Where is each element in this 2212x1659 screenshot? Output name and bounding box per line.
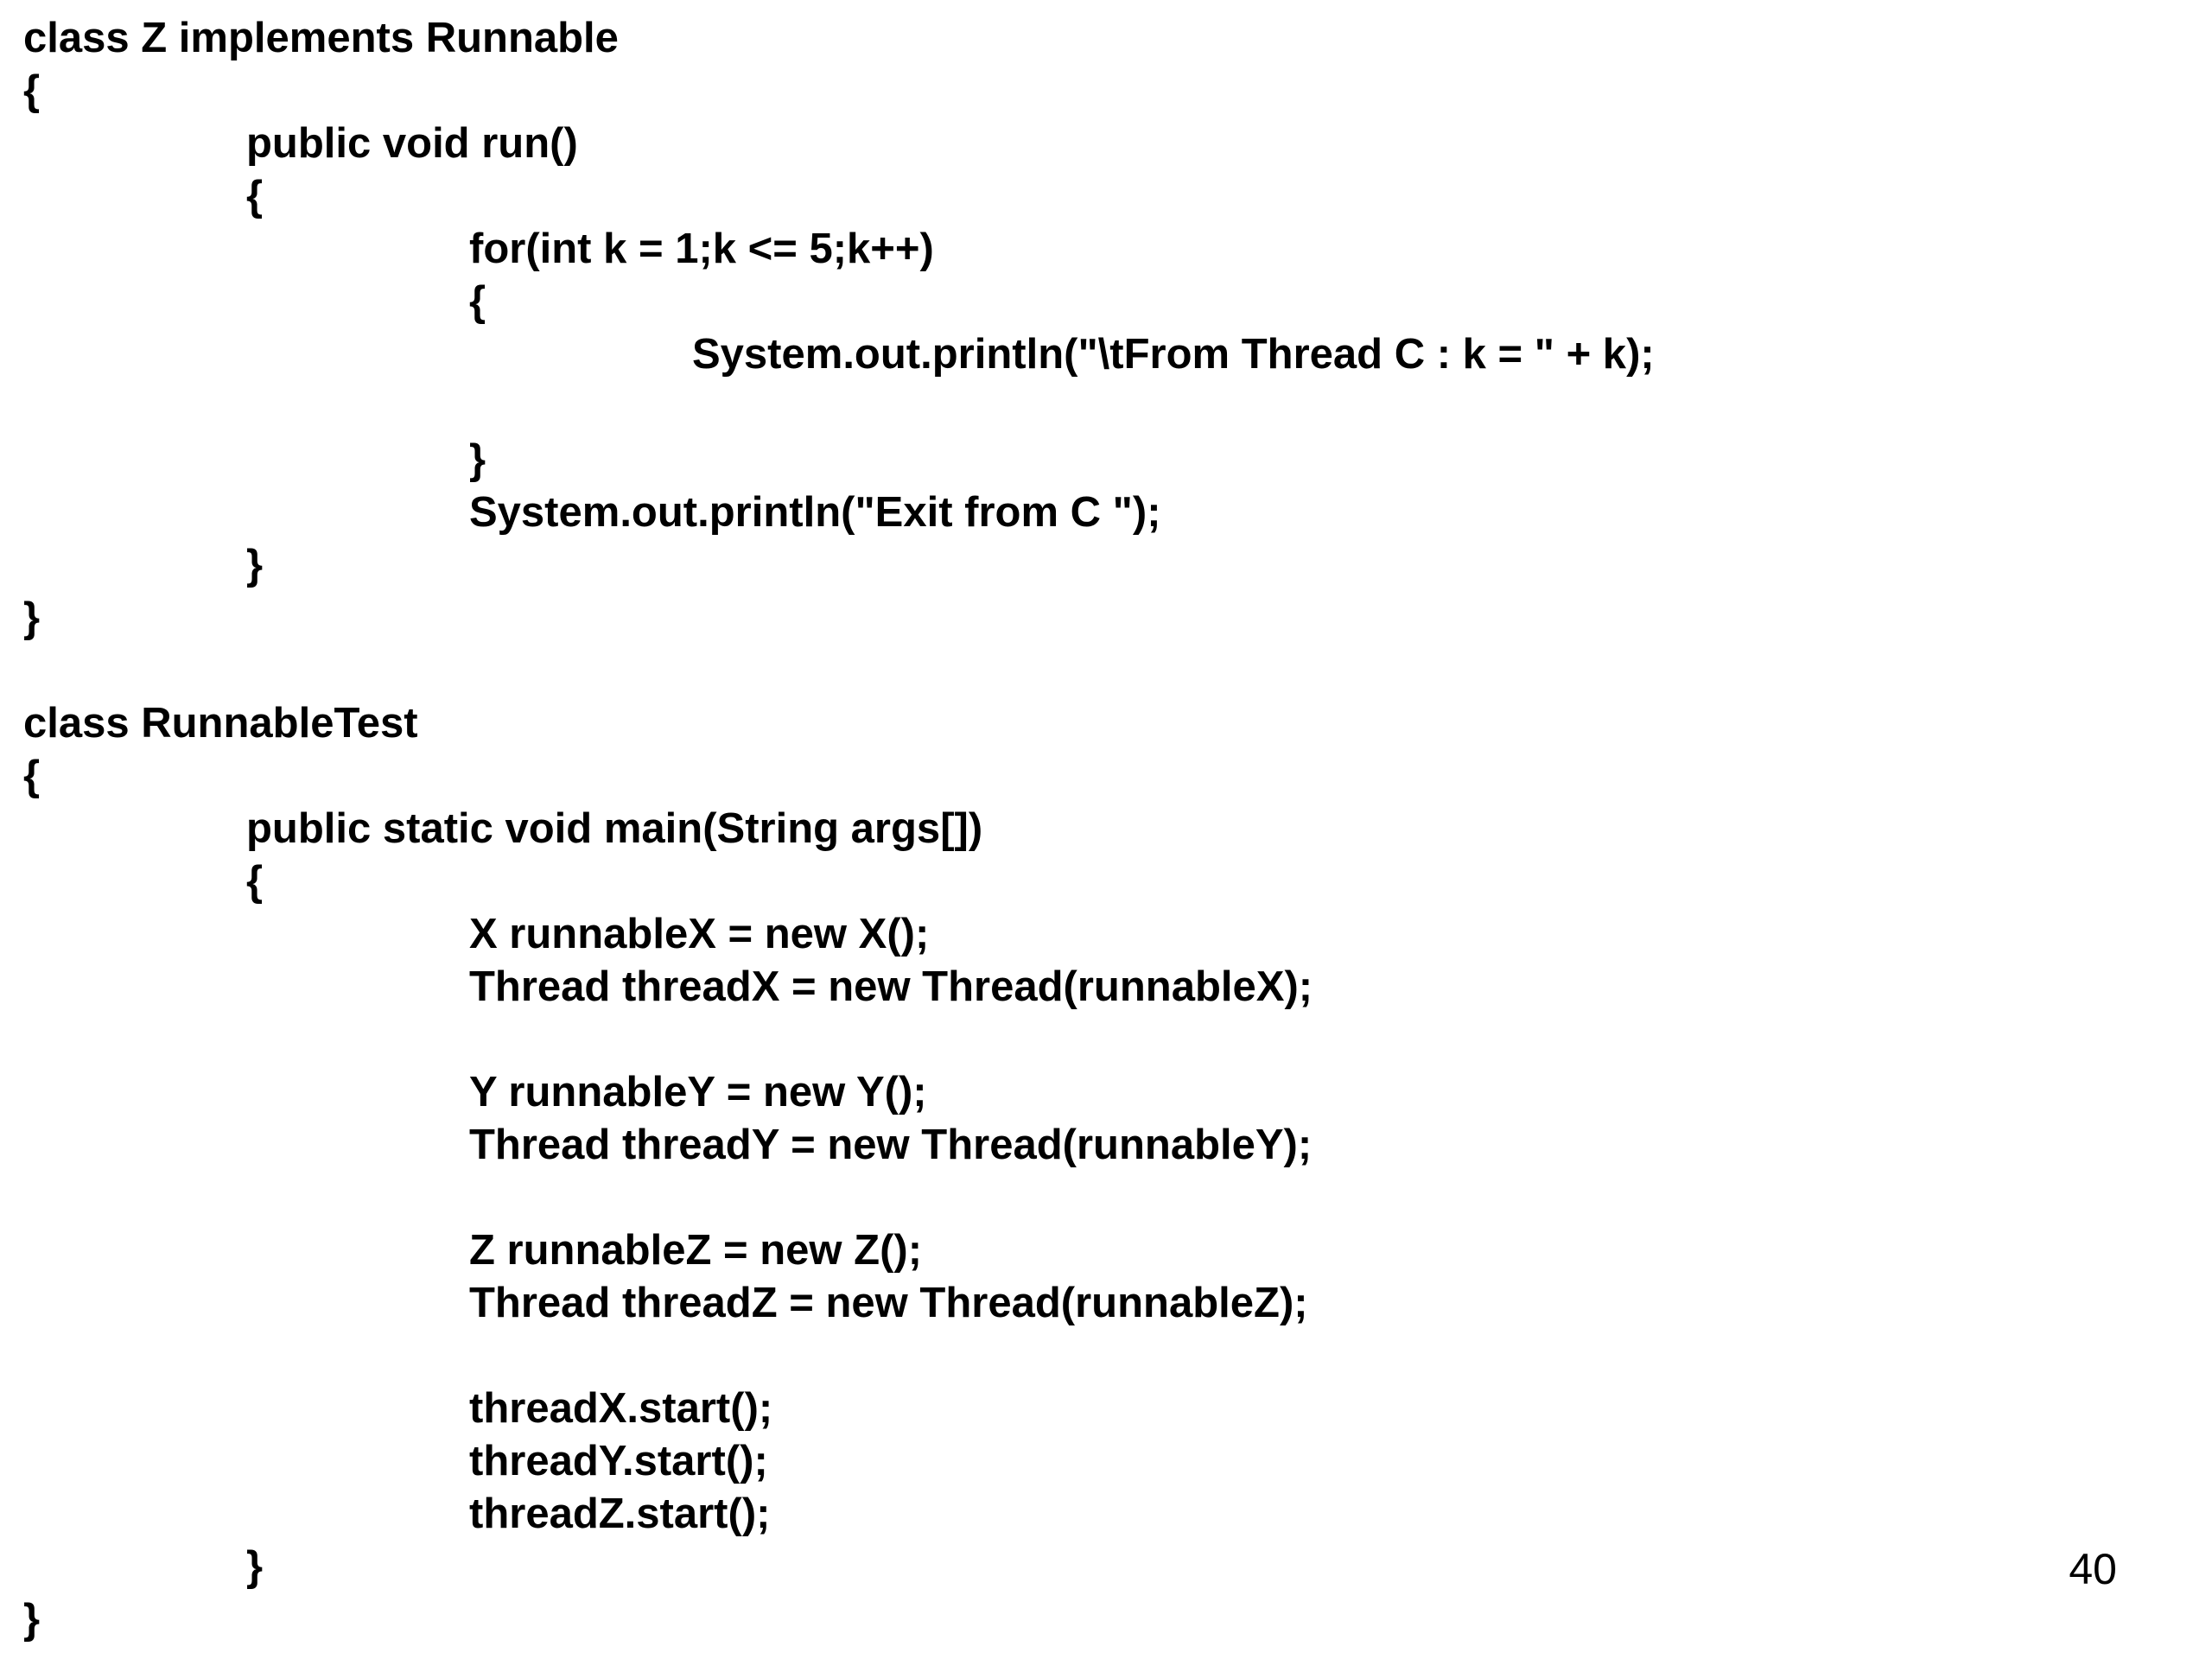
main-close-brace: } xyxy=(246,1543,264,1590)
class-z-close-brace: } xyxy=(23,594,41,641)
class-z-header: class Z implements Runnable xyxy=(23,15,619,61)
main-signature: public static void main(String args[]) xyxy=(246,805,983,852)
runnable-test-open-brace: { xyxy=(23,753,41,799)
thread-x-declaration: Thread threadX = new Thread(runnableX); xyxy=(469,963,1313,1010)
runnable-test-close-brace: } xyxy=(23,1596,41,1643)
for-open-brace: { xyxy=(469,278,486,325)
for-statement: for(int k = 1;k <= 5;k++) xyxy=(469,226,934,272)
page-number: 40 xyxy=(2069,1545,2117,1593)
runnable-test-header: class RunnableTest xyxy=(23,700,418,747)
exit-print-statement: System.out.println("Exit from C "); xyxy=(469,489,1161,536)
thread-y-start: threadY.start(); xyxy=(469,1438,768,1484)
class-z-open-brace: { xyxy=(23,67,41,114)
thread-y-declaration: Thread threadY = new Thread(runnableY); xyxy=(469,1122,1313,1168)
run-signature: public void run() xyxy=(246,120,578,167)
run-open-brace: { xyxy=(246,173,264,219)
runnable-y-declaration: Y runnableY = new Y(); xyxy=(469,1069,927,1116)
thread-z-start: threadZ.start(); xyxy=(469,1491,771,1537)
for-close-brace: } xyxy=(469,436,486,483)
thread-x-start: threadX.start(); xyxy=(469,1385,773,1432)
thread-z-declaration: Thread threadZ = new Thread(runnableZ); xyxy=(469,1280,1308,1326)
print-statement: System.out.println("\tFrom Thread C : k = " + k); xyxy=(692,331,1655,378)
runnable-x-declaration: X runnableX = new X(); xyxy=(469,911,930,957)
main-open-brace: { xyxy=(246,858,264,905)
runnable-z-declaration: Z runnableZ = new Z(); xyxy=(469,1227,923,1274)
run-close-brace: } xyxy=(246,542,264,588)
